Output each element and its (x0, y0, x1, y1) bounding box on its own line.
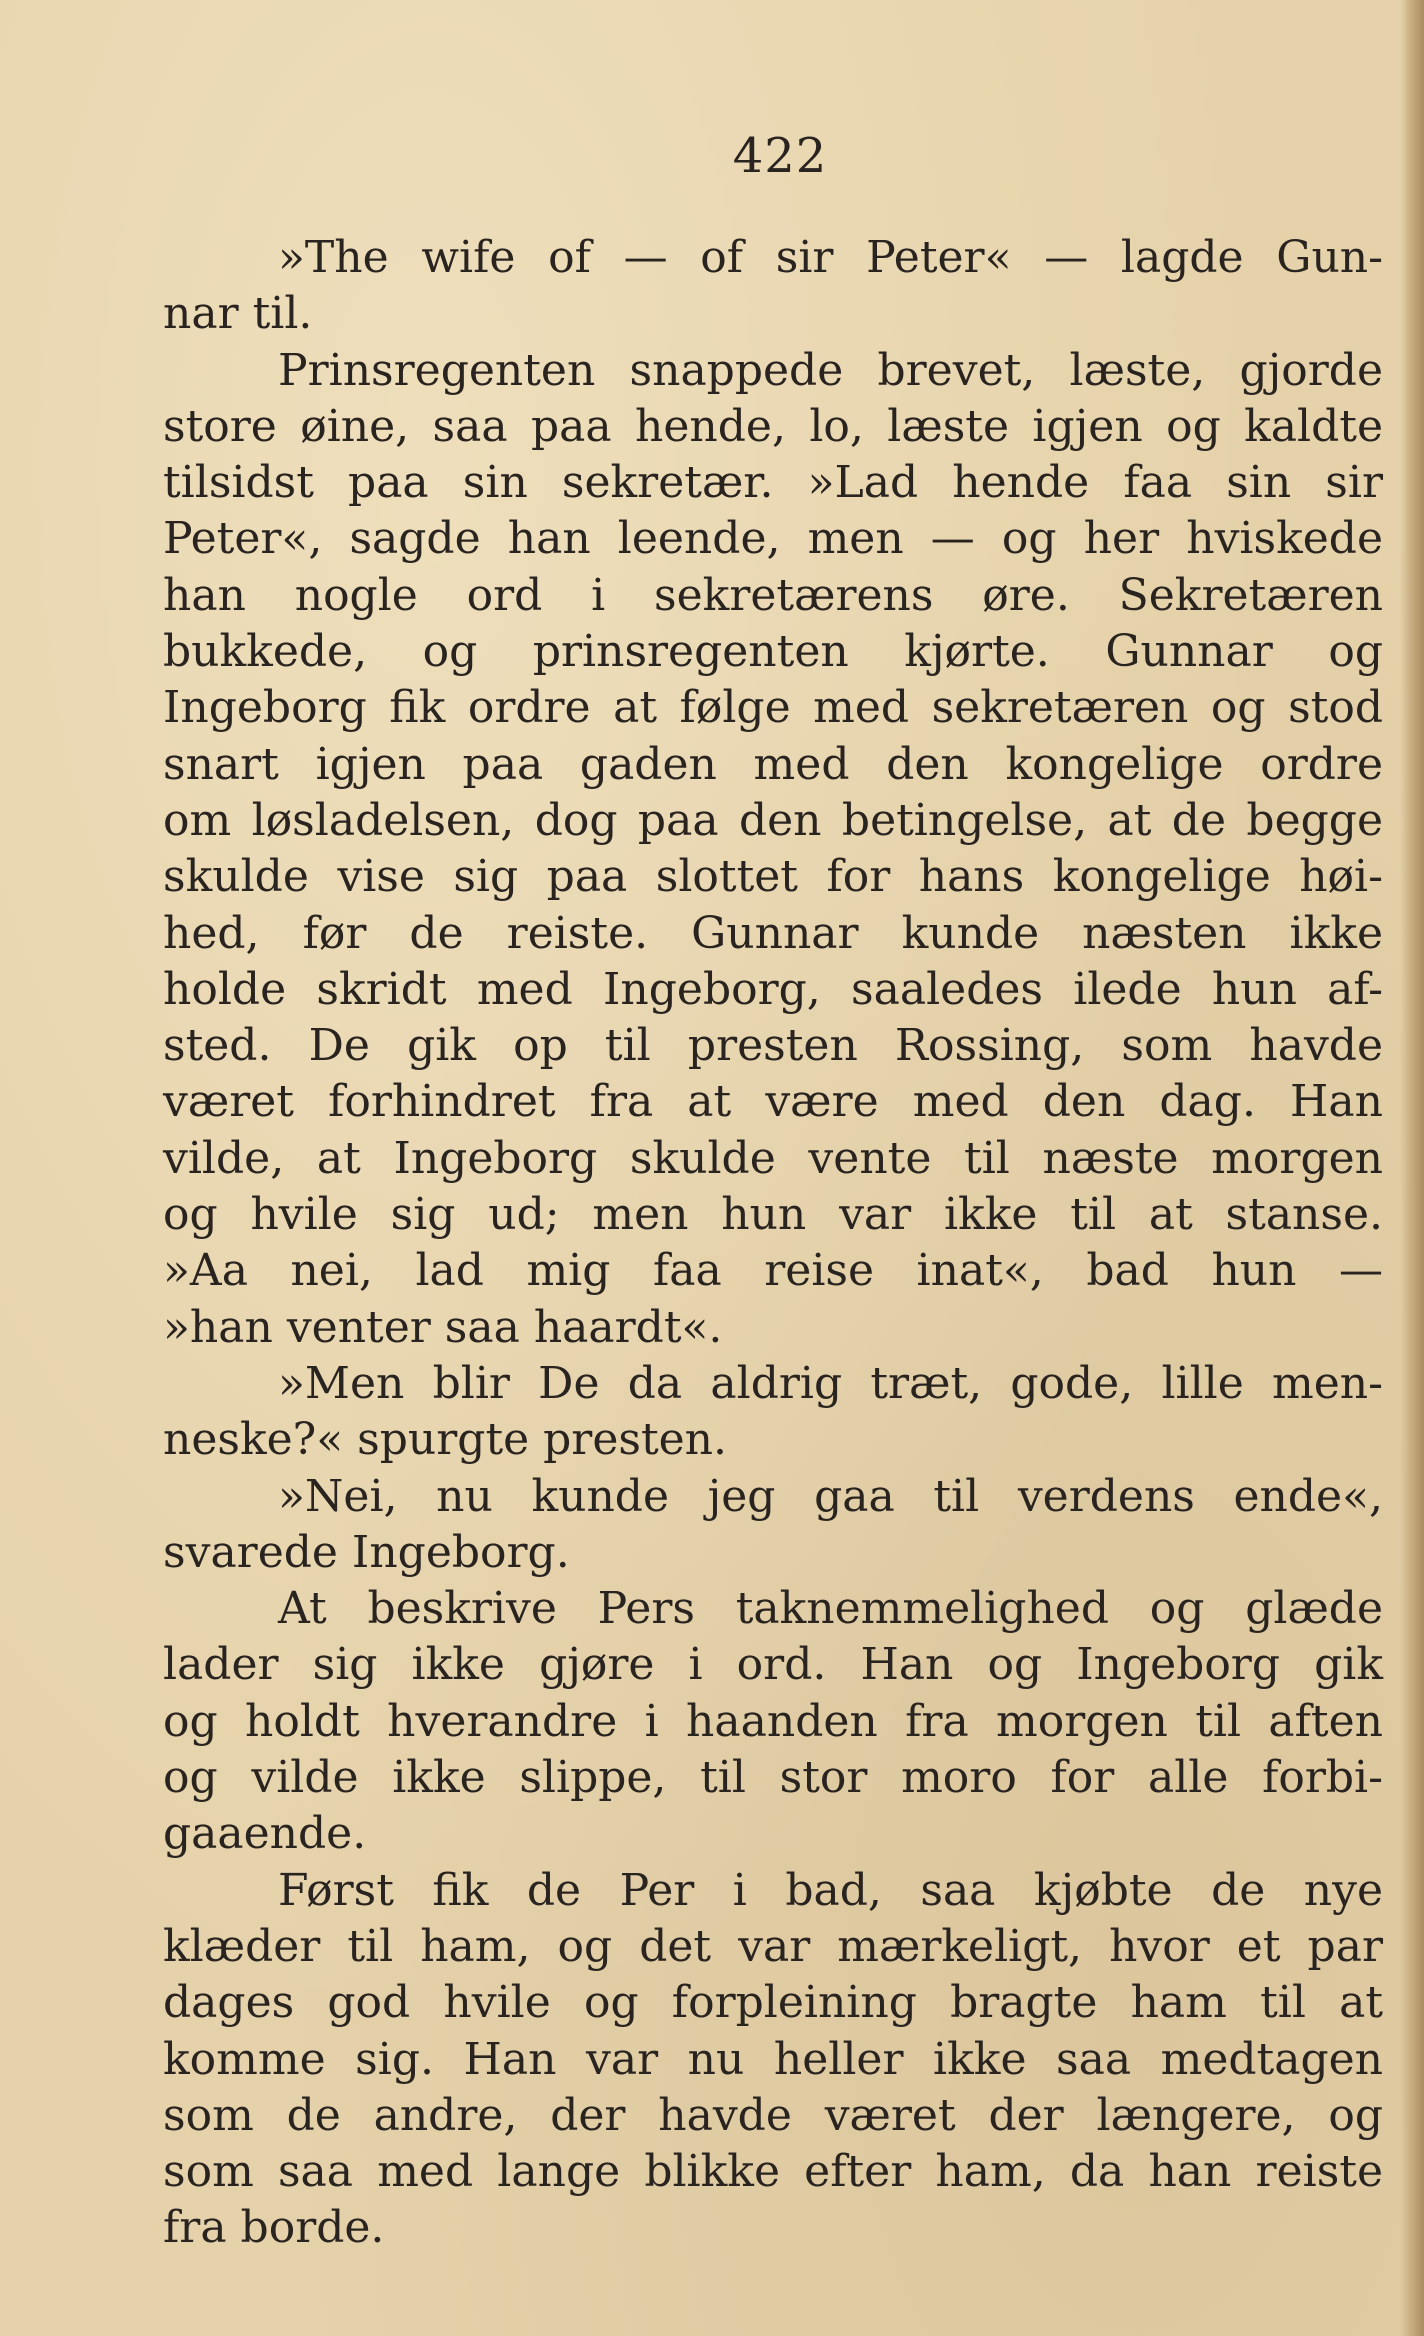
text-line: som saa med lange blikke efter ham, da han reiste (163, 2146, 1383, 2198)
text-line: komme sig. Han var nu heller ikke saa medtagen (163, 2033, 1383, 2085)
text-line: vilde, at Ingeborg skulde vente til næste morgen (163, 1132, 1383, 1184)
text-line: »han venter saa haardt«. (163, 1301, 723, 1353)
text-line: neske?« spurgte presten. (163, 1414, 728, 1466)
text-line: sted. De gik op til presten Rossing, som havde (163, 1020, 1383, 1072)
text-line: og hvile sig ud; men hun var ikke til at stanse. (163, 1189, 1383, 1241)
text-line: Først fik de Per i bad, saa kjøbte de nye (278, 1864, 1383, 1916)
text-line: store øine, saa paa hende, lo, læste igjen og kaldte (163, 400, 1383, 452)
text-line: snart igjen paa gaden med den kongelige ordre (163, 738, 1383, 790)
text-line: nar til. (163, 288, 313, 340)
text-line: holde skridt med Ingeborg, saaledes ilede hun af- (163, 963, 1383, 1015)
text-line: gaaende. (163, 1808, 367, 1860)
text-line: »Aa nei, lad mig faa reise inat«, bad hun — (163, 1245, 1383, 1297)
text-line: om løsladelsen, dog paa den betingelse, at de begge (163, 794, 1383, 846)
page-edge-shadow (1400, 0, 1424, 2336)
text-line: klæder til ham, og det var mærkeligt, hvor et par (163, 1920, 1383, 1972)
text-line: og holdt hverandre i haanden fra morgen til aften (163, 1695, 1383, 1747)
text-line: Peter«, sagde han leende, men — og her hviskede (163, 513, 1383, 565)
text-line: »The wife of — of sir Peter« — lagde Gun- (278, 232, 1383, 283)
text-line: Prinsregenten snappede brevet, læste, gjorde (278, 344, 1383, 396)
text-line: som de andre, der havde været der længere, og (163, 2089, 1383, 2141)
text-line: og vilde ikke slippe, til stor moro for alle forbi- (163, 1752, 1383, 1804)
text-line: han nogle ord i sekretærens øre. Sekretæren (163, 569, 1383, 621)
text-line: svarede Ingeborg. (163, 1526, 570, 1578)
text-line: hed, før de reiste. Gunnar kunde næsten ikke (163, 907, 1383, 959)
text-line: bukkede, og prinsregenten kjørte. Gunnar og (163, 626, 1383, 678)
page-number: 422 (732, 128, 828, 184)
body-text (163, 230, 1383, 2257)
text-line: At beskrive Pers taknemmelighed og glæde (278, 1583, 1383, 1635)
text-line: »Nei, nu kunde jeg gaa til verdens ende«, (278, 1470, 1383, 1522)
text-line: dages god hvile og forpleining bragte ham til at (163, 1977, 1383, 2029)
text-line: lader sig ikke gjøre i ord. Han og Ingeborg gik (163, 1639, 1383, 1691)
text-line: Ingeborg fik ordre at følge med sekretæren og stod (163, 682, 1383, 734)
text-line: tilsidst paa sin sekretær. »Lad hende faa sin sir (163, 457, 1383, 509)
text-line: »Men blir De da aldrig træt, gode, lille men- (278, 1357, 1383, 1409)
text-line: været forhindret fra at være med den dag. Han (163, 1076, 1383, 1128)
text-line: fra borde. (163, 2202, 385, 2254)
text-line: skulde vise sig paa slottet for hans kongelige høi- (163, 851, 1383, 903)
